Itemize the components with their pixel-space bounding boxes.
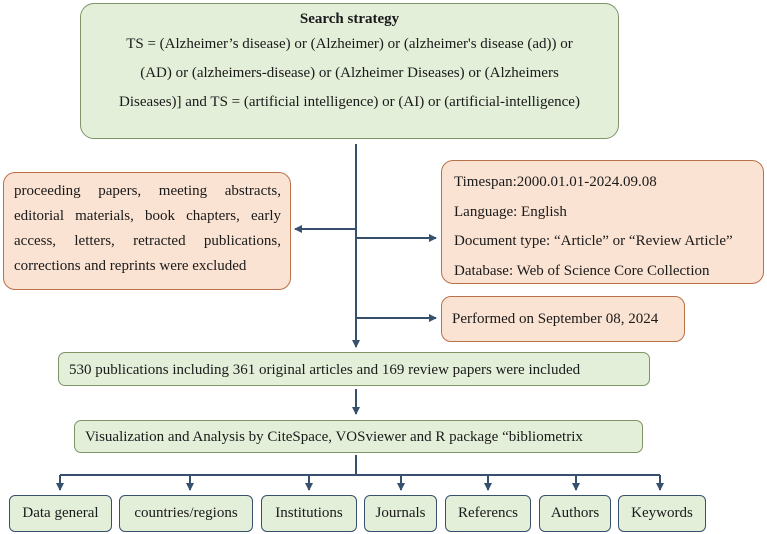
document-type-text: Document type: “Article” or “Review Article” <box>454 233 733 249</box>
performed-date-box: Performed on September 08, 2024 <box>441 296 685 342</box>
query-line-3: Diseases)] and TS = (artificial intelligence) or (AI) or (artificial-intelligence) <box>119 94 580 110</box>
category-journals: Journals <box>364 495 437 532</box>
query-line-1: TS = (Alzheimer’s disease) or (Alzheimer) or (alzheimer's disease (ad)) or <box>126 36 573 52</box>
category-institutions: Institutions <box>261 495 357 532</box>
included-publications-box: 530 publications including 361 original articles and 169 review papers were included <box>58 352 650 386</box>
category-data-general: Data general <box>9 495 112 532</box>
category-keywords: Keywords <box>618 495 706 532</box>
category-authors: Authors <box>539 495 611 532</box>
category-countries-regions: countries/regions <box>119 495 253 532</box>
search-strategy-title: Search strategy <box>299 11 400 27</box>
search-strategy-query <box>81 30 618 117</box>
category-references: Referencs <box>445 495 531 532</box>
search-strategy-box <box>80 3 619 139</box>
analysis-tools-box: Visualization and Analysis by CiteSpace, VOSviewer and R package “bibliometrix <box>74 420 643 453</box>
timespan-text: Timespan:2000.01.01-2024.09.08 <box>454 174 657 190</box>
language-text: Language: English <box>454 203 567 220</box>
excluded-types-box: proceeding papers, meeting abstracts, editorial materials, book chapters, early access, letters, retracted publications, corrections and reprints were excluded <box>3 172 291 290</box>
database-text: Database: Web of Science Core Collection <box>454 262 710 279</box>
criteria-box <box>441 160 764 284</box>
query-line-2: (AD) or (alzheimers-disease) or (Alzheimer Diseases) or (Alzheimers <box>140 65 559 81</box>
